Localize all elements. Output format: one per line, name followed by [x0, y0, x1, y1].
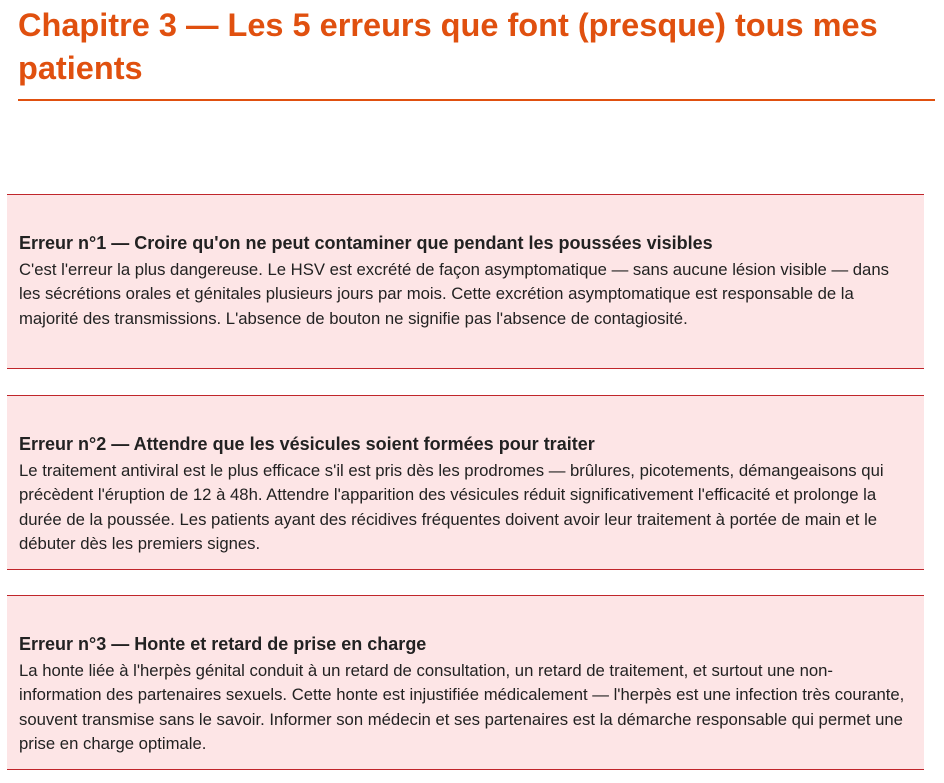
error-heading: Erreur n°3 — Honte et retard de prise en charge [19, 634, 427, 654]
title-divider [18, 99, 935, 101]
error-heading: Erreur n°1 — Croire qu'on ne peut contaminer que pendant les poussées visibles [19, 233, 713, 253]
error-description: C'est l'erreur la plus dangereuse. Le HSV est excrété de façon asymptomatique — sans aucune lésion visible — dans les sécrétions orales et génitales plusieurs jours par mois. Cette excrétion asymptomatique est responsable de la majorité des transmissions. L'absence de bouton ne signifie pas l'absence de contagiosité. [19, 260, 889, 328]
error-heading: Erreur n°2 — Attendre que les vésicules soient formées pour traiter [19, 434, 595, 454]
error-box-2 [7, 395, 924, 570]
error-box-1 [7, 194, 924, 369]
error-description: La honte liée à l'herpès génital conduit à un retard de consultation, un retard de traitement, et surtout une non-information des partenaires sexuels. Cette honte est injustifiée médicalement — l'herpès est une infection très courante, souvent transmise sans le savoir. Informer son médecin et ses partenaires est la démarche responsable qui permet une prise en charge optimale. [19, 661, 905, 753]
chapter-title: Chapitre 3 — Les 5 erreurs que font (presque) tous mes patients [18, 7, 878, 86]
error-description: Le traitement antiviral est le plus efficace s'il est pris dès les prodromes — brûlures, picotements, démangeaisons qui précèdent l'éruption de 12 à 48h. Attendre l'apparition des vésicules réduit significativement l'efficacité et prolonge la durée de la poussée. Les patients ayant des récidives fréquentes doivent avoir leur traitement à portée de main et le débuter dès les premiers signes. [19, 461, 884, 553]
error-box-3 [7, 595, 924, 770]
